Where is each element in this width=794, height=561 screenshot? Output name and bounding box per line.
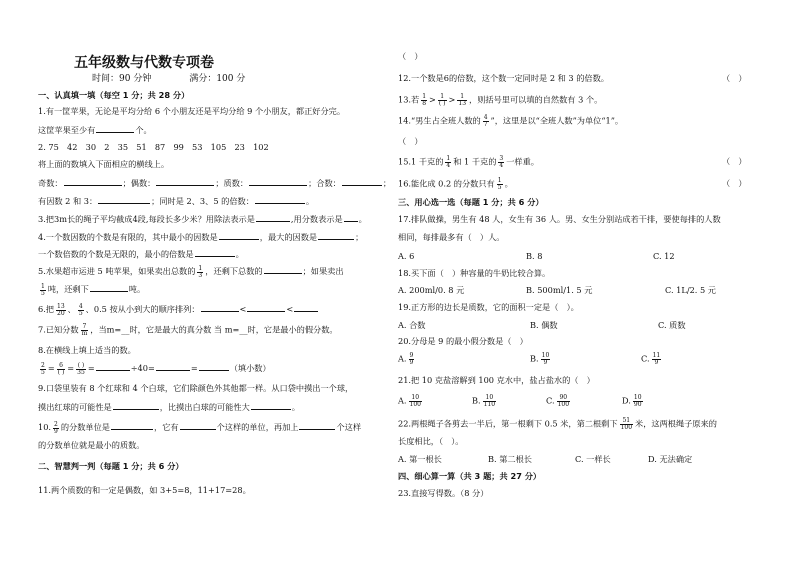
- fraction: $\frac{7}{m}$: [81, 323, 88, 337]
- fraction: $\frac{1}{8}$: [422, 93, 427, 107]
- q22-option-b[interactable]: B. 第二根长: [488, 454, 532, 464]
- q2-instruction: 将上面的数填入下面相应的横线上。: [38, 159, 170, 169]
- fraction: $\frac{4}{7}$: [483, 114, 488, 128]
- q2-line1: 奇数： ；偶数： ；质数： ；合数： ；: [38, 178, 392, 188]
- q1-line2: 这筐苹果至少有 个。: [38, 125, 152, 135]
- q3: 3.把3m长的绳子平均截成4段,每段长多少米？用除法表示是 ,用分数表示是 。: [38, 214, 367, 224]
- fraction: $\frac{11}{9}$: [652, 352, 661, 366]
- q8: 8.在横线上填上适当的数。: [38, 345, 136, 355]
- q22-option-d[interactable]: D. 无法确定: [648, 454, 693, 464]
- q17-line2: 相同，每排最多有（ ）人。: [398, 232, 505, 242]
- q10-line1: 10. $\frac{2}{9}$ 的分数单位是 ，它有 个这样的单位，再加上 个这样: [38, 420, 362, 435]
- q20-option-c[interactable]: C. $\frac{11}{9}$: [641, 352, 661, 366]
- answer-blank[interactable]: [64, 177, 122, 186]
- q18-option-a[interactable]: A. 200ml/0. 8 元: [398, 285, 465, 295]
- fraction: $\frac{1}{( )}$: [438, 93, 446, 107]
- answer-blank[interactable]: [249, 177, 307, 186]
- answer-blank[interactable]: [195, 248, 235, 257]
- answer-blank[interactable]: [90, 283, 128, 292]
- fraction: $\frac{1}{5}$: [41, 282, 45, 297]
- q11: 11.两个质数的和一定是偶数，如 3+5=8，11+17=28。: [38, 485, 251, 495]
- answer-blank[interactable]: [255, 195, 305, 204]
- fraction: $\frac{90}{100}$: [557, 394, 570, 408]
- q4-line2: 一个数倍数的个数是无限的，最小的倍数是 。: [38, 249, 244, 259]
- fraction: $\frac{10}{100}$: [409, 394, 421, 408]
- answer-blank[interactable]: [318, 231, 354, 240]
- q21-option-c[interactable]: C. $\frac{90}{100}$: [546, 394, 570, 408]
- q21: 21.把 10 克盐溶解到 100 克水中，盐占盐水的（ ）: [398, 375, 595, 385]
- answer-blank[interactable]: [180, 421, 216, 430]
- q11-answer-paren[interactable]: （ ）: [398, 51, 423, 61]
- q16: 16.能化成 0.2 的分数只有 $\frac{1}{5}$ 。: [398, 177, 513, 191]
- q16-answer-paren[interactable]: （ ）: [722, 178, 747, 188]
- section-2-heading: 二、智慧判一判（每题 1 分；共 6 分）: [38, 461, 184, 471]
- answer-blank[interactable]: [294, 303, 318, 312]
- fraction: $\frac{10}{90}$: [633, 394, 642, 408]
- q17-option-b[interactable]: B. 8: [526, 251, 543, 261]
- q20-option-a[interactable]: A. $\frac{9}{9}$: [398, 352, 414, 366]
- fraction: $\frac{( )}{35}$: [77, 361, 85, 376]
- fraction: $\frac{51}{100}$: [620, 417, 633, 431]
- q15-answer-paren[interactable]: （ ）: [722, 156, 747, 166]
- q17-line1: 17.排队做操，男生有 48 人，女生有 36 人。男、女生分别站成若干排，要使每排的人数: [398, 214, 721, 224]
- fraction: $\frac{2}{5}$: [41, 361, 45, 376]
- q19-option-a[interactable]: A. 合数: [398, 320, 426, 330]
- fraction: $\frac{2}{9}$: [54, 420, 58, 435]
- q20: 20.分母是 9 的最小假分数是（ ）: [398, 336, 528, 346]
- answer-blank[interactable]: [96, 124, 134, 133]
- answer-blank[interactable]: [342, 177, 382, 186]
- q10-line2: 的分数单位就是最小的质数。: [38, 440, 145, 450]
- q9-line2: 摸出红球的可能性是 ，比摸出白球的可能性大 。: [38, 402, 300, 412]
- q7: 7.已知分数 $\frac{7}{m}$ ，当m=__时，它是最大的真分数 当 m=__时，它是最小的假分数。: [38, 323, 338, 337]
- q12: 12.一个数是6的倍数，这个数一定同时是 2 和 3 的倍数。: [398, 73, 609, 83]
- answer-blank[interactable]: [219, 231, 259, 240]
- exam-time: 时间：90 分钟: [92, 74, 152, 84]
- answer-blank[interactable]: [251, 401, 291, 410]
- fraction: $\frac{3}{4}$: [499, 155, 504, 169]
- fraction: $\frac{1}{5}$: [497, 177, 502, 191]
- q2-line2: 有因数 2 和 3： ；同时是 2、3、5 的倍数： 。: [38, 196, 315, 206]
- q6: 6.把 $\frac{13}{20}$ 、 $\frac{4}{5}$ 、0.5 按从小到大的顺序排列： < <: [38, 303, 319, 317]
- answer-blank[interactable]: [247, 303, 285, 312]
- q19-option-b[interactable]: B. 偶数: [530, 320, 558, 330]
- q13: 13.若 $\frac{1}{8}$ > $\frac{1}{( )}$ > $\frac{1}{13}$ ，则括号里可以填的自然数有 3 个。: [398, 93, 603, 107]
- q21-option-d[interactable]: D. $\frac{10}{90}$: [622, 394, 642, 408]
- q8-equation: $\frac{2}{5}$ = $\frac{6}{( )}$ = $\frac{( )}{35}$ = ÷40= = （填小数）: [41, 361, 271, 376]
- fraction: $\frac{10}{9}$: [541, 352, 550, 366]
- fraction: $\frac{10}{110}$: [483, 394, 496, 408]
- q22-line2: 长度相比，（ ）。: [398, 436, 464, 446]
- answer-blank[interactable]: [96, 362, 130, 371]
- q18-option-c[interactable]: C. 1L/2. 5 元: [665, 285, 716, 295]
- q14: 14.“男生占全班人数的 $\frac{4}{7}$ ”，这里是以“全班人数”为单位“1”。: [398, 114, 624, 128]
- answer-blank[interactable]: [156, 362, 190, 371]
- fraction: $\frac{13}{20}$: [57, 302, 65, 317]
- answer-blank[interactable]: [199, 362, 229, 371]
- section-1-heading: 一、认真填一填（每空 1 分；共 28 分）: [38, 90, 190, 100]
- q2-numbers: 2. 75 42 30 2 35 51 87 99 53 105 23 102: [38, 142, 269, 152]
- fraction: $\frac{1}{4}$: [446, 155, 451, 169]
- fraction: $\frac{1}{13}$: [458, 93, 467, 107]
- q17-option-a[interactable]: A. 6: [398, 251, 415, 261]
- fraction: $\frac{4}{5}$: [78, 302, 83, 317]
- q17-option-c[interactable]: C. 12: [653, 251, 675, 261]
- q12-answer-paren[interactable]: （ ）: [722, 73, 747, 83]
- exam-score: 满分：100 分: [189, 74, 246, 84]
- q22-option-a[interactable]: A. 第一根长: [398, 454, 442, 464]
- answer-blank[interactable]: [201, 303, 239, 312]
- q19: 19.正方形的边长是质数，它的面积一定是（ ）。: [398, 302, 579, 312]
- q20-option-b[interactable]: B. $\frac{10}{9}$: [530, 352, 550, 366]
- exam-info: [92, 71, 245, 84]
- answer-blank[interactable]: [111, 421, 153, 430]
- q5-line1: 5.水果超市运进 5 吨苹果，如果卖出总数的 $\frac{1}{3}$ ，还剩下总数的 ；如果卖出: [38, 264, 344, 279]
- answer-blank[interactable]: [299, 421, 335, 430]
- q9-line1: 9.口袋里装有 8 个红球和 4 个白球，它们除颜色外其他都一样。从口袋中摸出一个球，: [38, 383, 354, 393]
- q22-option-c[interactable]: C. 一样长: [575, 454, 611, 464]
- answer-blank[interactable]: [98, 195, 150, 204]
- page-title: 五年级数与代数专项卷: [74, 55, 214, 71]
- q23: 23.直接写得数。（8 分）: [398, 488, 489, 498]
- answer-blank[interactable]: [113, 401, 159, 410]
- section-4-heading: 四、细心算一算（共 3 题；共 27 分）: [398, 471, 542, 481]
- q15: 15.1 千克的 $\frac{1}{4}$ 和 1 千克的 $\frac{3}{4}$ 一样重。: [398, 155, 539, 169]
- q4-line1: 4.一个数因数的个数是有限的，其中最小的因数是 ，最大的因数是 ；: [38, 232, 364, 242]
- q1-line1: 1.有一筐苹果，无论是平均分给 6 个小朋友还是平均分给 9 个小朋友，都正好分完。: [38, 106, 346, 116]
- q21-option-b[interactable]: B. $\frac{10}{110}$: [472, 394, 496, 408]
- answer-blank[interactable]: [156, 177, 214, 186]
- answer-blank[interactable]: [256, 213, 290, 222]
- answer-blank[interactable]: [344, 213, 358, 222]
- fraction: $\frac{6}{( )}$: [57, 361, 65, 376]
- answer-blank[interactable]: [264, 265, 302, 274]
- q19-option-c[interactable]: C. 质数: [658, 320, 686, 330]
- q18: 18.买下面（ ）种容量的牛奶比较合算。: [398, 268, 551, 278]
- q21-option-a[interactable]: A. $\frac{10}{100}$: [398, 394, 421, 408]
- q22-line1: 22.两根绳子各剪去一半后，第一根剩下 0.5 米，第二根剩下 $\frac{51}{100}$ 米，这两根绳子原来的: [398, 417, 717, 431]
- q14-answer-paren[interactable]: （ ）: [398, 136, 423, 146]
- section-3-heading: 三、用心选一选（每题 1 分；共 6 分）: [398, 197, 544, 207]
- fraction: $\frac{1}{3}$: [198, 264, 203, 279]
- fraction: $\frac{9}{9}$: [409, 352, 414, 366]
- q5-line2: $\frac{1}{5}$ 吨，还剩下 吨。: [41, 282, 146, 297]
- q18-option-b[interactable]: B. 500ml/1. 5 元: [526, 285, 593, 295]
